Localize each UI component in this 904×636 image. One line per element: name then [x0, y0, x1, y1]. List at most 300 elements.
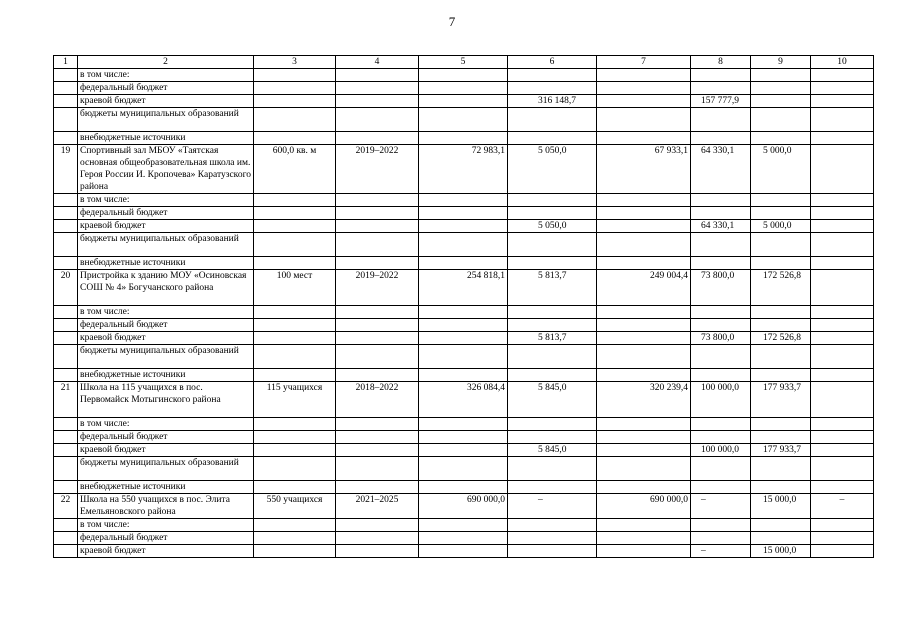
table-cell-col-9 — [751, 194, 811, 207]
table-cell-col-1 — [54, 319, 78, 332]
table-cell-col-8 — [691, 519, 751, 532]
table-cell-col-8 — [691, 207, 751, 220]
table-cell-col-10 — [811, 345, 874, 369]
table-cell-col-4: 2018–2022 — [336, 382, 419, 418]
table-cell-col-2: Пристройка к зданию МОУ «Осиновская СОШ № 4» Богучанского района — [78, 270, 254, 306]
table-cell-col-5 — [419, 481, 508, 494]
table-cell-col-2: краевой бюджет — [78, 545, 254, 558]
table-cell-col-4: 2021–2025 — [336, 494, 419, 519]
table-cell-col-3 — [254, 108, 336, 132]
table-cell-col-5 — [419, 233, 508, 257]
table-cell-col-5 — [419, 532, 508, 545]
table-cell-col-4: 2019–2022 — [336, 145, 419, 194]
table-cell-col-2: краевой бюджет — [78, 220, 254, 233]
table-cell-col-10 — [811, 257, 874, 270]
table-cell-col-3: 100 мест — [254, 270, 336, 306]
table-cell-col-1 — [54, 108, 78, 132]
table-cell-col-6: 5 845,0 — [508, 444, 597, 457]
table-cell-col-9: 15 000,0 — [751, 545, 811, 558]
table-cell-col-3 — [254, 95, 336, 108]
table-cell-col-7 — [597, 233, 691, 257]
table-cell-col-9 — [751, 369, 811, 382]
table-cell-col-7 — [597, 95, 691, 108]
table-cell-col-1 — [54, 220, 78, 233]
table-cell-col-9: 5 000,0 — [751, 220, 811, 233]
table-cell-col-5 — [419, 545, 508, 558]
table-cell-col-7 — [597, 220, 691, 233]
table-cell-col-9 — [751, 481, 811, 494]
table-cell-col-2: в том числе: — [78, 519, 254, 532]
header-cell: 9 — [751, 56, 811, 69]
table-cell-col-2: бюджеты муниципальных образований — [78, 345, 254, 369]
table-cell-col-5 — [419, 132, 508, 145]
table-cell-col-1 — [54, 444, 78, 457]
table-cell-col-9 — [751, 257, 811, 270]
table-row-object — [54, 382, 874, 418]
table-cell-col-2: краевой бюджет — [78, 95, 254, 108]
table-cell-col-7 — [597, 319, 691, 332]
table-row — [54, 95, 874, 108]
table-cell-col-4 — [336, 69, 419, 82]
table-cell-col-9 — [751, 132, 811, 145]
table-cell-col-4 — [336, 444, 419, 457]
header-cell: 2 — [78, 56, 254, 69]
table-cell-col-9 — [751, 345, 811, 369]
table-cell-col-3 — [254, 194, 336, 207]
table-cell-col-1 — [54, 481, 78, 494]
table-row — [54, 233, 874, 257]
table-cell-col-2: краевой бюджет — [78, 332, 254, 345]
table-cell-col-8 — [691, 418, 751, 431]
table-cell-col-1 — [54, 194, 78, 207]
table-row — [54, 481, 874, 494]
table-cell-col-4 — [336, 545, 419, 558]
table-cell-col-5 — [419, 345, 508, 369]
table-cell-col-6 — [508, 306, 597, 319]
table-cell-col-4 — [336, 431, 419, 444]
table-cell-col-7 — [597, 418, 691, 431]
table-cell-col-5 — [419, 431, 508, 444]
header-cell: 5 — [419, 56, 508, 69]
table-row — [54, 519, 874, 532]
table-row — [54, 306, 874, 319]
table-cell-col-4 — [336, 481, 419, 494]
table-cell-col-4 — [336, 108, 419, 132]
table-cell-col-3 — [254, 132, 336, 145]
table-cell-col-2: в том числе: — [78, 69, 254, 82]
table-cell-col-6 — [508, 207, 597, 220]
table-cell-col-2: бюджеты муниципальных образований — [78, 108, 254, 132]
table-cell-col-1: 22 — [54, 494, 78, 519]
table-cell-col-4 — [336, 418, 419, 431]
table-cell-col-1 — [54, 369, 78, 382]
table-cell-col-7 — [597, 545, 691, 558]
table-cell-col-4 — [336, 257, 419, 270]
table-cell-col-7 — [597, 332, 691, 345]
table-cell-col-8: 100 000,0 — [691, 444, 751, 457]
table-row — [54, 431, 874, 444]
table-cell-col-4 — [336, 332, 419, 345]
table-cell-col-9 — [751, 457, 811, 481]
table-cell-col-5 — [419, 457, 508, 481]
table-cell-col-5 — [419, 108, 508, 132]
table-cell-col-10 — [811, 233, 874, 257]
table-cell-col-10 — [811, 532, 874, 545]
table-cell-col-3 — [254, 207, 336, 220]
table-cell-col-10 — [811, 82, 874, 95]
table-row — [54, 82, 874, 95]
table-cell-col-3 — [254, 444, 336, 457]
table-cell-col-3: 600,0 кв. м — [254, 145, 336, 194]
table-cell-col-4: 2019–2022 — [336, 270, 419, 306]
table-cell-col-7: 67 933,1 — [597, 145, 691, 194]
table-cell-col-7 — [597, 431, 691, 444]
table-cell-col-4 — [336, 532, 419, 545]
header-cell: 7 — [597, 56, 691, 69]
header-cell: 3 — [254, 56, 336, 69]
table-row — [54, 444, 874, 457]
table-cell-col-2: краевой бюджет — [78, 444, 254, 457]
table-cell-col-1 — [54, 207, 78, 220]
table-cell-col-2: бюджеты муниципальных образований — [78, 233, 254, 257]
table-cell-col-6 — [508, 345, 597, 369]
table-cell-col-7 — [597, 444, 691, 457]
table-cell-col-10 — [811, 332, 874, 345]
table-cell-col-10 — [811, 369, 874, 382]
table-cell-col-8: 157 777,9 — [691, 95, 751, 108]
table-cell-col-6 — [508, 431, 597, 444]
table-cell-col-1 — [54, 95, 78, 108]
table-cell-col-3 — [254, 69, 336, 82]
header-cell: 10 — [811, 56, 874, 69]
table-row — [54, 332, 874, 345]
table-cell-col-10 — [811, 431, 874, 444]
table-cell-col-3 — [254, 481, 336, 494]
table-cell-col-9: 177 933,7 — [751, 444, 811, 457]
table-cell-col-6: – — [508, 494, 597, 519]
table-cell-col-10 — [811, 132, 874, 145]
table-cell-col-2: внебюджетные источники — [78, 481, 254, 494]
table-cell-col-9 — [751, 82, 811, 95]
table-row — [54, 319, 874, 332]
table-cell-col-2: Спортивный зал МБОУ «Таятская основная общеобразовательная школа им. Героя России И. Кропочева» Каратузского района — [78, 145, 254, 194]
table-cell-col-7 — [597, 257, 691, 270]
table-cell-col-6 — [508, 257, 597, 270]
table-cell-col-2: внебюджетные источники — [78, 132, 254, 145]
table-cell-col-1 — [54, 545, 78, 558]
table-row — [54, 257, 874, 270]
table-cell-col-6 — [508, 457, 597, 481]
table-cell-col-2: федеральный бюджет — [78, 532, 254, 545]
table-cell-col-3 — [254, 369, 336, 382]
table-cell-col-3 — [254, 332, 336, 345]
table-cell-col-9: 177 933,7 — [751, 382, 811, 418]
header-cell: 6 — [508, 56, 597, 69]
table-cell-col-5 — [419, 207, 508, 220]
table-cell-col-5: 326 084,4 — [419, 382, 508, 418]
table-cell-col-6 — [508, 545, 597, 558]
table-cell-col-8 — [691, 369, 751, 382]
table-cell-col-6 — [508, 132, 597, 145]
budget-table — [53, 55, 874, 558]
table-cell-col-1 — [54, 431, 78, 444]
table-cell-col-5 — [419, 319, 508, 332]
table-cell-col-7: 320 239,4 — [597, 382, 691, 418]
table-row — [54, 207, 874, 220]
table-row — [54, 345, 874, 369]
table-cell-col-3: 115 учащихся — [254, 382, 336, 418]
table-cell-col-10 — [811, 481, 874, 494]
table-cell-col-5 — [419, 332, 508, 345]
table-cell-col-10 — [811, 519, 874, 532]
table-cell-col-8 — [691, 481, 751, 494]
table-cell-col-8 — [691, 457, 751, 481]
table-cell-col-9 — [751, 207, 811, 220]
table-cell-col-9: 172 526,8 — [751, 270, 811, 306]
header-row — [54, 56, 874, 69]
table-cell-col-3 — [254, 457, 336, 481]
table-cell-col-2: Школа на 115 учащихся в пос. Первомайск Мотыгинского района — [78, 382, 254, 418]
table-cell-col-1 — [54, 345, 78, 369]
table-cell-col-6 — [508, 82, 597, 95]
table-cell-col-7 — [597, 69, 691, 82]
table-cell-col-6 — [508, 369, 597, 382]
table-cell-col-7 — [597, 132, 691, 145]
table-cell-col-1 — [54, 457, 78, 481]
table-cell-col-5 — [419, 306, 508, 319]
table-cell-col-6: 5 050,0 — [508, 145, 597, 194]
table-cell-col-1 — [54, 418, 78, 431]
table-cell-col-9: 172 526,8 — [751, 332, 811, 345]
table-cell-col-3: 550 учащихся — [254, 494, 336, 519]
table-row — [54, 194, 874, 207]
page-number: 7 — [448, 14, 456, 29]
table-cell-col-1 — [54, 532, 78, 545]
table-cell-col-10 — [811, 444, 874, 457]
table-cell-col-5: 254 818,1 — [419, 270, 508, 306]
table-cell-col-9 — [751, 319, 811, 332]
table-cell-col-8 — [691, 194, 751, 207]
table-cell-col-10: – — [811, 494, 874, 519]
table-row-object — [54, 494, 874, 519]
table-cell-col-6 — [508, 69, 597, 82]
table-cell-col-5: 72 983,1 — [419, 145, 508, 194]
table-cell-col-8: 73 800,0 — [691, 332, 751, 345]
table-cell-col-10 — [811, 194, 874, 207]
table-cell-col-6 — [508, 194, 597, 207]
table-cell-col-5 — [419, 444, 508, 457]
table-cell-col-6 — [508, 481, 597, 494]
table-cell-col-9 — [751, 233, 811, 257]
table-cell-col-4 — [336, 95, 419, 108]
table-cell-col-9 — [751, 418, 811, 431]
table-cell-col-3 — [254, 220, 336, 233]
table-cell-col-1 — [54, 332, 78, 345]
table-cell-col-10 — [811, 306, 874, 319]
table-cell-col-1: 19 — [54, 145, 78, 194]
table-row — [54, 220, 874, 233]
table-cell-col-2: внебюджетные источники — [78, 257, 254, 270]
table-cell-col-2: в том числе: — [78, 306, 254, 319]
table-cell-col-4 — [336, 207, 419, 220]
table-cell-col-9 — [751, 108, 811, 132]
table-cell-col-1 — [54, 257, 78, 270]
table-cell-col-3 — [254, 519, 336, 532]
table-cell-col-8: – — [691, 545, 751, 558]
table-cell-col-8: 64 330,1 — [691, 220, 751, 233]
table-cell-col-6 — [508, 519, 597, 532]
table-cell-col-9 — [751, 306, 811, 319]
table-cell-col-1 — [54, 82, 78, 95]
table-cell-col-4 — [336, 306, 419, 319]
table-cell-col-8 — [691, 319, 751, 332]
table-cell-col-7 — [597, 481, 691, 494]
table-cell-col-2: федеральный бюджет — [78, 207, 254, 220]
table-cell-col-1 — [54, 306, 78, 319]
table-row — [54, 132, 874, 145]
table-cell-col-1: 20 — [54, 270, 78, 306]
table-cell-col-2: федеральный бюджет — [78, 82, 254, 95]
table-cell-col-9 — [751, 532, 811, 545]
table-cell-col-6 — [508, 418, 597, 431]
table-cell-col-2: Школа на 550 учащихся в пос. Элита Емельяновского района — [78, 494, 254, 519]
table-cell-col-9: 15 000,0 — [751, 494, 811, 519]
table-cell-col-4 — [336, 82, 419, 95]
table-cell-col-6 — [508, 319, 597, 332]
table-row — [54, 108, 874, 132]
header-cell: 1 — [54, 56, 78, 69]
table-row — [54, 69, 874, 82]
table-cell-col-4 — [336, 132, 419, 145]
table-cell-col-6: 5 050,0 — [508, 220, 597, 233]
table-cell-col-1 — [54, 233, 78, 257]
table-cell-col-4 — [336, 457, 419, 481]
table-cell-col-5 — [419, 194, 508, 207]
table-cell-col-7: 249 004,4 — [597, 270, 691, 306]
table-cell-col-5 — [419, 257, 508, 270]
table-cell-col-4 — [336, 519, 419, 532]
table-cell-col-4 — [336, 233, 419, 257]
table-cell-col-3 — [254, 418, 336, 431]
table-cell-col-5 — [419, 418, 508, 431]
table-cell-col-6: 5 813,7 — [508, 270, 597, 306]
table-cell-col-10 — [811, 457, 874, 481]
table-cell-col-8 — [691, 431, 751, 444]
table-cell-col-6 — [508, 108, 597, 132]
table-cell-col-3 — [254, 82, 336, 95]
table-row — [54, 369, 874, 382]
table-cell-col-8 — [691, 532, 751, 545]
table-cell-col-4 — [336, 345, 419, 369]
table-cell-col-7 — [597, 82, 691, 95]
table-cell-col-4 — [336, 220, 419, 233]
table-cell-col-9 — [751, 431, 811, 444]
table-cell-col-8 — [691, 345, 751, 369]
table-cell-col-5: 690 000,0 — [419, 494, 508, 519]
table-cell-col-8 — [691, 132, 751, 145]
table-body — [54, 56, 874, 558]
table-cell-col-2: федеральный бюджет — [78, 431, 254, 444]
table-cell-col-9 — [751, 519, 811, 532]
table-cell-col-3 — [254, 532, 336, 545]
table-cell-col-8 — [691, 82, 751, 95]
table-cell-col-8: 64 330,1 — [691, 145, 751, 194]
table-cell-col-3 — [254, 319, 336, 332]
table-cell-col-10 — [811, 319, 874, 332]
table-row-object — [54, 270, 874, 306]
table-cell-col-10 — [811, 145, 874, 194]
table-cell-col-3 — [254, 306, 336, 319]
table-cell-col-8 — [691, 69, 751, 82]
table-cell-col-5 — [419, 69, 508, 82]
table-cell-col-3 — [254, 233, 336, 257]
table-cell-col-4 — [336, 194, 419, 207]
table-cell-col-1: 21 — [54, 382, 78, 418]
table-cell-col-10 — [811, 95, 874, 108]
table-row — [54, 418, 874, 431]
table-cell-col-6 — [508, 233, 597, 257]
table-cell-col-7 — [597, 532, 691, 545]
table-cell-col-9 — [751, 69, 811, 82]
table-cell-col-1 — [54, 519, 78, 532]
table-cell-col-9: 5 000,0 — [751, 145, 811, 194]
table-cell-col-6: 5 845,0 — [508, 382, 597, 418]
table-cell-col-7 — [597, 369, 691, 382]
table-cell-col-8 — [691, 306, 751, 319]
header-cell: 4 — [336, 56, 419, 69]
table-cell-col-10 — [811, 69, 874, 82]
table-cell-col-10 — [811, 220, 874, 233]
table-cell-col-9 — [751, 95, 811, 108]
table-cell-col-2: федеральный бюджет — [78, 319, 254, 332]
table-cell-col-3 — [254, 345, 336, 369]
table-cell-col-2: в том числе: — [78, 418, 254, 431]
table-cell-col-10 — [811, 545, 874, 558]
table-cell-col-3 — [254, 545, 336, 558]
table-cell-col-8 — [691, 233, 751, 257]
table-cell-col-4 — [336, 319, 419, 332]
table-cell-col-2: бюджеты муниципальных образований — [78, 457, 254, 481]
table-cell-col-8 — [691, 257, 751, 270]
table-cell-col-7 — [597, 306, 691, 319]
table-cell-col-3 — [254, 257, 336, 270]
table-cell-col-5 — [419, 95, 508, 108]
header-cell: 8 — [691, 56, 751, 69]
table-cell-col-7 — [597, 519, 691, 532]
table-row — [54, 457, 874, 481]
table-cell-col-5 — [419, 220, 508, 233]
table-cell-col-7 — [597, 345, 691, 369]
table-cell-col-1 — [54, 132, 78, 145]
table-cell-col-1 — [54, 69, 78, 82]
table-cell-col-7 — [597, 108, 691, 132]
table-cell-col-8: – — [691, 494, 751, 519]
table-row — [54, 532, 874, 545]
table-cell-col-8 — [691, 108, 751, 132]
table-row-object — [54, 145, 874, 194]
table-cell-col-5 — [419, 82, 508, 95]
table-cell-col-4 — [336, 369, 419, 382]
table-cell-col-10 — [811, 270, 874, 306]
table-cell-col-7 — [597, 207, 691, 220]
table-cell-col-10 — [811, 418, 874, 431]
table-cell-col-6: 5 813,7 — [508, 332, 597, 345]
table-cell-col-10 — [811, 108, 874, 132]
table-cell-col-10 — [811, 382, 874, 418]
table-cell-col-7 — [597, 457, 691, 481]
table-row — [54, 545, 874, 558]
table-cell-col-2: внебюджетные источники — [78, 369, 254, 382]
